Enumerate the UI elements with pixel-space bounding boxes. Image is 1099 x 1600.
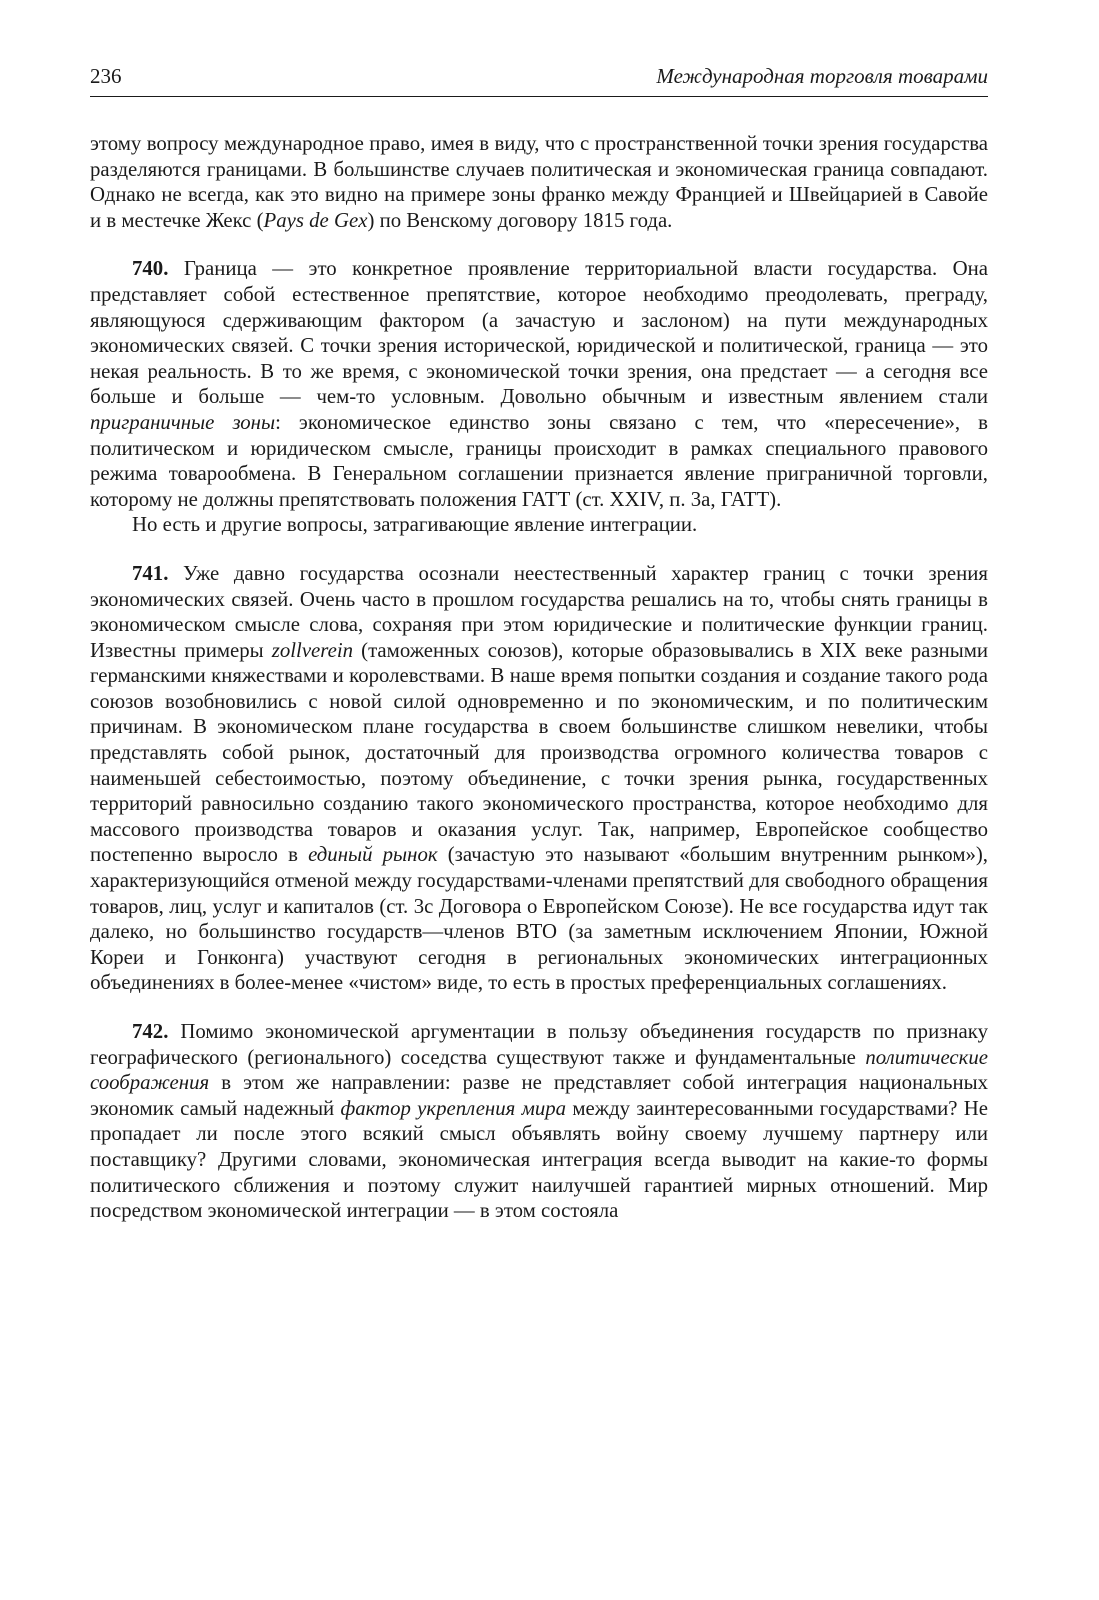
text-run: этому вопросу международное право, имея в виду, что с пространственной точки зрения государства разделяются границами. В большинстве случаев политическая и экономическая граница совпадают. Однако не всегда, как это видно на примере зоны франко между Францией и Швейцарией в Савойе и в местечке Жекс ( bbox=[90, 132, 988, 232]
paragraph-740 bbox=[90, 256, 988, 512]
italic-term: политические соображения bbox=[90, 1045, 988, 1095]
paragraph-740-second: Но есть и другие вопросы, затрагивающие явление интеграции. bbox=[132, 513, 698, 537]
page-number: 236 bbox=[90, 64, 122, 88]
section-number: 741. bbox=[132, 561, 169, 585]
section-number: 742. bbox=[132, 1020, 169, 1043]
page-header bbox=[90, 62, 988, 97]
running-title: Международная торговля товарами bbox=[656, 64, 988, 88]
text-run: между заинтересованными государствами? Не пропадает ли после этого всякий смысл объявлять войну своему лучшему партнеру или поставщику? Другими словами, экономическая интеграция всегда выводит на какие-то формы политического сближения и поэтому служит наилучшей гарантией мирных отношений. Мир посредством экономической интеграции — в этом состояла bbox=[90, 1096, 988, 1223]
section-number: 740. bbox=[132, 257, 169, 281]
paragraph-741 bbox=[90, 561, 988, 996]
text-run: ) по Венскому договору 1815 года. bbox=[367, 208, 673, 232]
italic-term: zollverein bbox=[271, 638, 354, 662]
italic-term: единый рынок bbox=[308, 843, 438, 867]
italic-term: приграничные зоны bbox=[90, 410, 276, 434]
text-run: Уже давно государства осознали неестественный характер границ с точки зрения экономических связей. Очень часто в прошлом государства решались на то, чтобы снять границы в экономическом смысле слова, сохраняя при этом юридические и политические функции границ. Известны примеры bbox=[90, 561, 988, 662]
text-run: Помимо экономической аргументации в пользу объединения государств по признаку географического (регионального) соседства существуют также и фундаментальные bbox=[90, 1020, 988, 1069]
italic-term: Pays de Gex bbox=[263, 208, 368, 232]
text-run: Граница — это конкретное проявление территориальной власти государства. Она представляет собой естественное препятствие, которое необходимо преодолевать, преграду, являющуюся сдерживающим фактором (а зачастую и заслоном) на пути международных экономических связей. С точки зрения исторической, юридической и политической, граница — это некая реальность. В то же время, с экономической точки зрения, она предстает — а сегодня все больше и больше — чем-то условным. Довольно обычным и известным явлением стали bbox=[90, 257, 988, 409]
text-run: (зачастую это называют «большим внутренним рынком»), характеризующийся отменой между государствами-членами препятствий для свободного обращения товаров, лиц, услуг и капиталов (ст. 3с Договора о Европейском Союзе). Не все государства идут так далеко, но большинство государств—членов ВТО (за заметным исключением Японии, Южной Кореи и Гонконга) участвуют сегодня в региональных экономических интеграционных объединениях в более-менее «чистом» виде, то есть в простых преференциальных соглашениях. bbox=[90, 843, 988, 995]
paragraph-continuation bbox=[90, 131, 988, 233]
text-run: (таможенных союзов), которые образовывались в XIX веке разными германскими княжествами и королевствами. В наше время попытки создания и создание такого рода союзов возобновились с новой силой одновременно и по экономическим, и по политическим причинам. В экономическом плане государства в своем большинстве слишком невелики, чтобы представлять собой рынок, достаточный для производства огромного количества товаров с наименьшей себестоимостью, поэтому объединение, с точки зрения рынка, государственных территорий равносильно созданию такого экономического пространства, которое необходимо для массового производства товаров и оказания услуг. Так, например, Европейское сообщество постепенно выросло в bbox=[90, 638, 988, 867]
italic-term: фактор укрепления мира bbox=[340, 1096, 567, 1120]
paragraph-742 bbox=[90, 1019, 988, 1224]
text-run: в этом же направлении: разве не представляет собой интеграция национальных экономик самый надежный bbox=[90, 1071, 988, 1120]
text-run: : экономическое единство зоны связано с тем, что «пересечение», в политическом и юридическом смысле, границы происходит в рамках специального правового режима товарообмена. В Генеральном соглашении признается явление приграничной торговли, которому не должны препятствовать положения ГАТТ (ст. XXIV, п. 3а, ГАТТ). bbox=[90, 410, 989, 511]
body-text bbox=[90, 131, 988, 1224]
